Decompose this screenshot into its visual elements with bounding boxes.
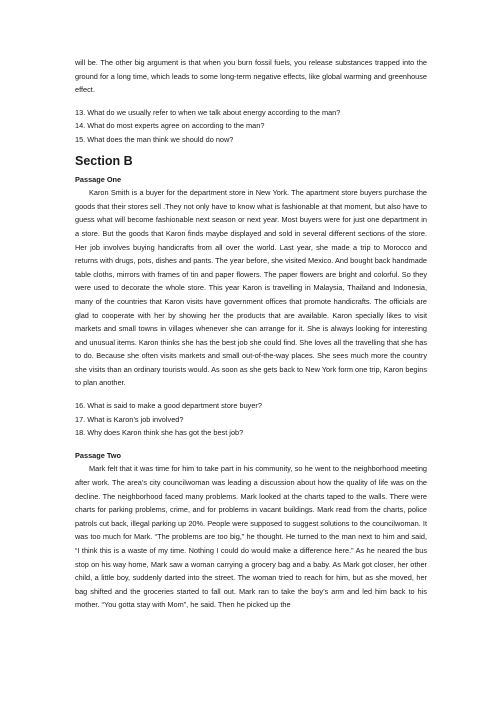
section-b-heading: Section B <box>75 153 133 168</box>
question-14: 14. What do most experts agree on according to the man? <box>75 121 265 131</box>
section-a-question-list <box>75 106 427 147</box>
question-13: 13. What do we usually refer to when we talk about energy according to the man? <box>75 107 341 117</box>
question-16: 16. What is said to make a good department store buyer? <box>75 401 262 411</box>
passage-two-text: Mark felt that it was time for him to take part in his community, so he went to the neighborhood meeting after work. The area’s city councilwoman was leading a discussion about how the quality of life was on the decline. The neighborhood faced many problems. Mark looked at the charts taped to the walls. There were charts for parking problems, crime, and for problems in vacant buildings. Mark read from the charts, police patrols cut back, illegal parking up 20%. People were supposed to suggest solutions to the councilwoman. It was too much for Mark. “The problems are too big,” he thought. He turned to the man next to him and said, “I think this is a waste of my time. Nothing I could do would make a difference here.” As he neared the bus stop on his way home, Mark saw a woman carrying a grocery bag and a baby. As Mark got closer, her other child, a little boy, suddenly darted into the street. The woman tried to reach for him, but as she moved, her bag shifted and the groceries started to fall out. Mark ran to take the boy’s arm and led him back to his mother. “You gotta stay with Mom”, he said. Then he picked up the <box>75 464 427 610</box>
passage-two-heading: Passage Two <box>75 450 121 460</box>
passage-one-heading: Passage One <box>75 174 122 184</box>
intro-paragraph: will be. The other big argument is that when you burn fossil fuels, you release substances trapped into the ground for a long time, which leads to some long-term negative effects, like global warming and greenhouse effect. <box>75 58 427 95</box>
question-15: 15. What does the man think we should do now? <box>75 134 234 144</box>
passage-one-question-list <box>75 399 427 440</box>
question-18: 18. Why does Karon think she has got the best job? <box>75 428 244 438</box>
question-17: 17. What is Karon’s job involved? <box>75 414 184 424</box>
passage-one-text: Karon Smith is a buyer for the department store in New York. The apartment store buyers purchase the goods that their stores sell .They not only have to know what is fashionable at that moment, but also have to guess what will become fashionable next season or next year. Most buyers were for just one department in a store. But the goods that Karon finds maybe displayed and sold in several different sections of the store. Her job involves buying handicrafts from all over the world. Last year, she made a trip to Morocco and returns with drugs, pots, dishes and pants. The year before, she visited Mexico. And bought back handmade table cloths, mirrors with frames of tin and paper flowers. The paper flowers are bright and colorful. So they were used to decorate the whole store. This year Karon is travelling in Malaysia, Thailand and Indonesia, many of the countries that Karon visits have government offices that promote handicrafts. The officials are glad to cooperate with her by showing her the products that are available. Karon specially likes to visit markets and small towns in villages whenever she can arrange for it. She is always looking for interesting and unusual items. Karon thinks she has the best job she could find. She loves all the travelling that she has to do. Because she often visits markets and small out-of-the-way places. She sees much more the country she visits than an ordinary tourists would. As soon as she gets back to New York form one trip, Karon begins to plan another. <box>75 188 427 388</box>
document-page <box>75 56 427 612</box>
